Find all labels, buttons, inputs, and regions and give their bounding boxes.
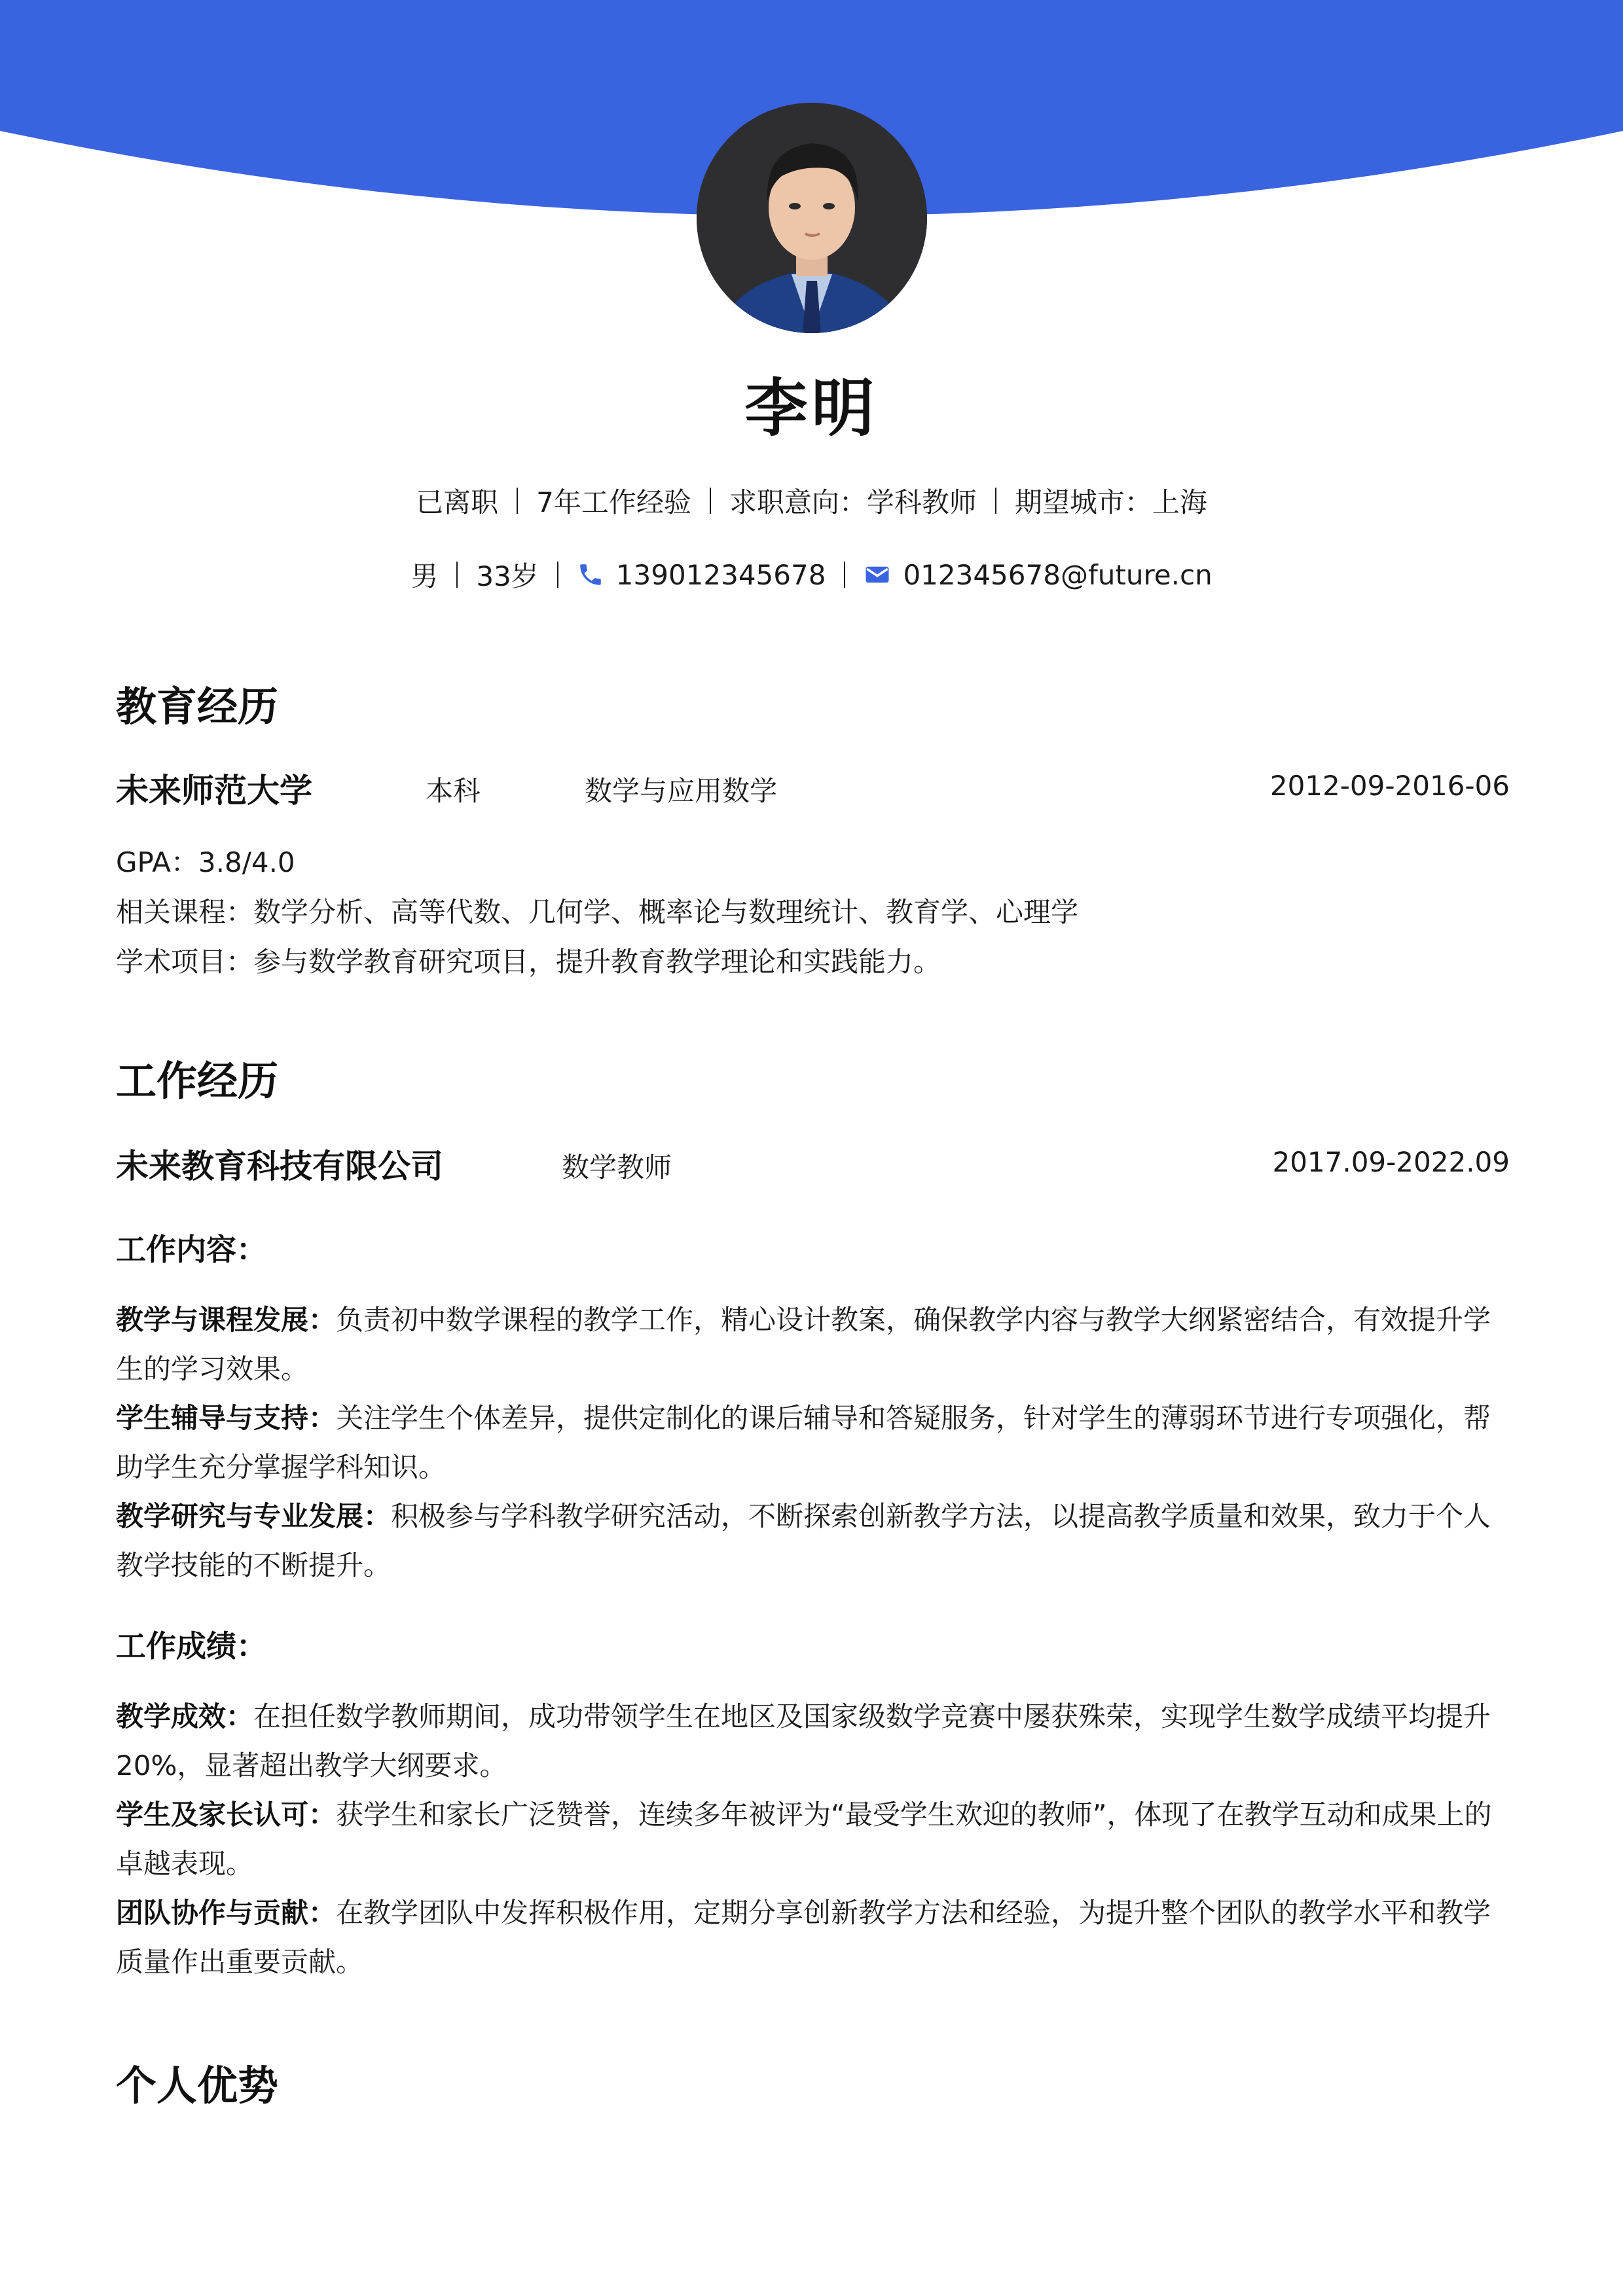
major: 数学与应用数学 — [585, 775, 778, 807]
profile-summary-line — [0, 481, 1623, 520]
company-name: 未来教育科技有限公司 — [116, 1147, 443, 1185]
work-content-list — [116, 1295, 1504, 1590]
item-text: 在担任数学教师期间，成功带领学生在地区及国家级数学竞赛中屡获殊荣，实现学生数学成绩平均提升20%，显著超出教学大纲要求。 — [116, 1700, 1491, 1782]
school-name: 未来师范大学 — [116, 772, 312, 810]
item-label: 教学研究与专业发展： — [116, 1500, 392, 1532]
separator — [844, 562, 845, 588]
employment-status: 已离职 — [416, 486, 499, 518]
phone-icon — [577, 561, 604, 588]
work-achievement-list — [116, 1692, 1504, 1986]
job-position: 数学教师 — [562, 1151, 672, 1183]
work-content-heading: 工作内容： — [116, 1232, 266, 1267]
avatar — [697, 103, 927, 333]
advantages-section-title: 个人优势 — [116, 2062, 279, 2109]
education-section-title: 教育经历 — [116, 683, 279, 730]
work-section-title: 工作经历 — [116, 1057, 279, 1105]
item-label: 学生及家长认可： — [116, 1799, 337, 1831]
item-label: 教学成效： — [116, 1700, 254, 1732]
separator — [710, 488, 711, 514]
separator — [456, 562, 458, 588]
email-address[interactable]: 012345678@future.cn — [903, 558, 1213, 591]
education-projects: 学术项目：参与数学教育研究项目，提升教育教学理论和实践能力。 — [116, 946, 941, 978]
age: 33岁 — [476, 560, 539, 592]
separator — [517, 488, 518, 514]
phone-number[interactable]: 13901234567​8 — [615, 558, 826, 591]
education-courses: 相关课程：数学分析、高等代数、几何学、概率论与数理统计、教育学、心理学 — [116, 896, 1079, 928]
education-gpa: GPA：3.8/4.0 — [116, 846, 295, 878]
item-label: 团队协作与贡献： — [116, 1897, 337, 1929]
list-item — [116, 1295, 1504, 1393]
item-label: 教学与课程发展： — [116, 1304, 337, 1336]
item-text: 获学生和家长广泛赞誉，连续多年被评为“最受学生欢迎的教师”，体现了在教学互动和成果上的卓越表现。 — [116, 1799, 1492, 1880]
separator — [557, 562, 558, 588]
separator — [995, 488, 996, 514]
degree: 本科 — [426, 775, 481, 807]
item-text: 积极参与学科教学研究活动，不断探索创新教学方法，以提高教学质量和效果，致力于个人教学技能的不断提升。 — [116, 1500, 1491, 1581]
gender: 男 — [410, 560, 439, 592]
list-item — [116, 1492, 1504, 1590]
list-item — [116, 1692, 1504, 1790]
profile-contact-line — [0, 555, 1623, 594]
education-date: 2012-09-2016-06 — [1269, 770, 1510, 802]
target-job: 求职意向：学科教师 — [729, 486, 977, 518]
list-item — [116, 1790, 1504, 1888]
work-achievement-heading: 工作成绩： — [116, 1628, 266, 1664]
list-item — [116, 1888, 1504, 1986]
item-text: 在教学团队中发挥积极作用，定期分享创新教学方法和经验，为提升整个团队的教学水平和教学质量作出重要贡献。 — [116, 1897, 1491, 1978]
email-icon — [864, 561, 891, 588]
experience-years: 7年工作经验 — [536, 486, 691, 518]
list-item — [116, 1393, 1504, 1492]
item-label: 学生辅导与支持： — [116, 1402, 337, 1434]
target-city: 期望城市：上海 — [1014, 486, 1207, 518]
work-date: 2017.09-2022.09 — [1272, 1146, 1510, 1178]
item-text: 关注学生个体差异，提供定制化的课后辅导和答疑服务，针对学生的薄弱环节进行专项强化，帮助学生充分掌握学科知识。 — [116, 1402, 1491, 1483]
candidate-name: 李明 — [744, 372, 879, 445]
item-text: 负责初中数学课程的教学工作，精心设计教案，确保教学内容与教学大纲紧密结合，有效提升学生的学习效果。 — [116, 1304, 1491, 1385]
